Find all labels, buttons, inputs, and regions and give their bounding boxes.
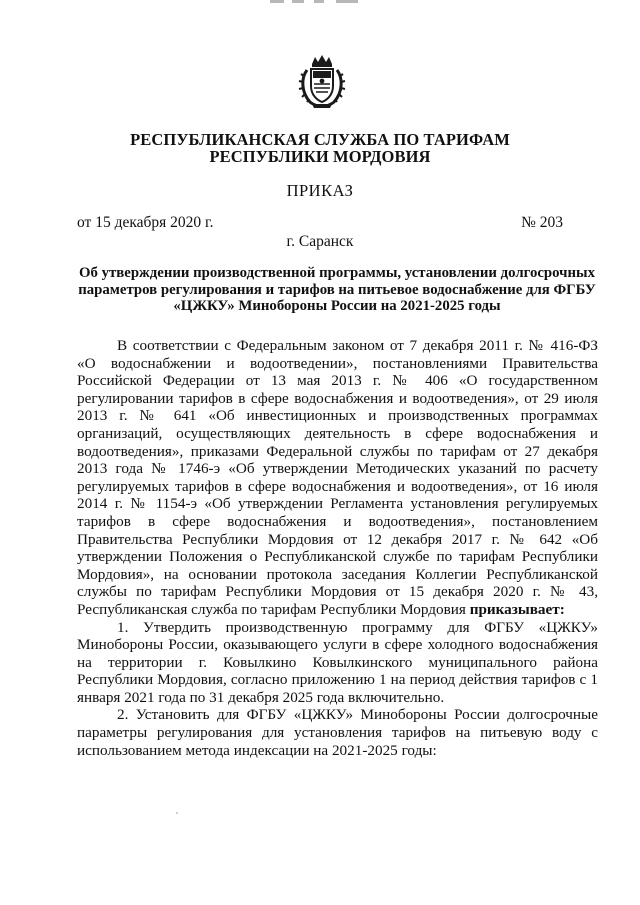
order-date: от 15 декабря 2020 г. (77, 214, 214, 231)
order-number: № 203 (521, 214, 563, 231)
scan-top-mark (270, 0, 370, 4)
decree-word: приказывает: (469, 600, 565, 618)
organization-name-line2: РЕСПУБЛИКИ МОРДОВИЯ (209, 147, 431, 166)
order-title: Об утверждении производственной программы, установлении долгосрочных параметров регулирования и тарифов на питьевое водоснабжение для ФГБУ «ЦЖКУ» Минобороны России на 2021-2025 годы (78, 265, 596, 314)
preamble-paragraph (77, 337, 598, 619)
item-2-paragraph: 2. Установить для ФГБУ «ЦЖКУ» Минобороны России долгосрочные параметры регулирования для установления тарифов на питьевую воду с использованием метода индексации на 2021-2025 годы: (77, 706, 598, 759)
scan-speck (176, 812, 178, 814)
preamble-text: В соответствии с Федеральным законом от 7 декабря 2011 г. № 416-ФЗ «О водоснабжении и водоотведении», постановлениями Правительства Российской Федерации от 13 мая 2013 г. № 406 «О государственном регулировании тарифов в сфере водоснабжения и водоотведения», от 29 июля 2013 г. № 641 «Об инвестиционных и производственных программах организаций, осуществляющих деятельность в сфере водоснабжения и водоотведения», приказами Федеральной службы по тарифам от 27 декабря 2013 года № 1746-э «Об утверждении Методических указаний по расчету регулируемых тарифов в сфере водоснабжения и водоотведения», от 16 июля 2014 г. № 1154-э «Об утверждении Регламента установления регулируемых тарифов в сфере водоснабжения и водоотведения», постановлением Правительства Республики Мордовия от 12 декабря 2017 г. № 642 «Об утверждении Положения о Республиканской службе по тарифам Республики Мордовия», на основании протокола заседания Коллегии Республиканской службы по тарифам Республики Мордовия от 15 декабря 2020 г. № 43, Республиканская служба по тарифам Республики Мордовия (77, 337, 598, 618)
organization-name-line1: РЕСПУБЛИКАНСКАЯ СЛУЖБА ПО ТАРИФАМ (130, 130, 510, 149)
coat-of-arms-icon (298, 54, 346, 110)
document-type: ПРИКАЗ (286, 181, 354, 200)
order-city: г. Саранск (286, 233, 354, 250)
order-body (77, 337, 598, 759)
item-1-paragraph: 1. Утвердить производственную программу для ФГБУ «ЦЖКУ» Минобороны России, оказывающего услуги в сфере холодного водоснабжения на территории г. Ковылкино Ковылкинского муниципального района Республики Мордовия, согласно приложению 1 на период действия тарифов с 1 января 2021 года по 31 декабря 2025 года включительно. (77, 618, 598, 706)
